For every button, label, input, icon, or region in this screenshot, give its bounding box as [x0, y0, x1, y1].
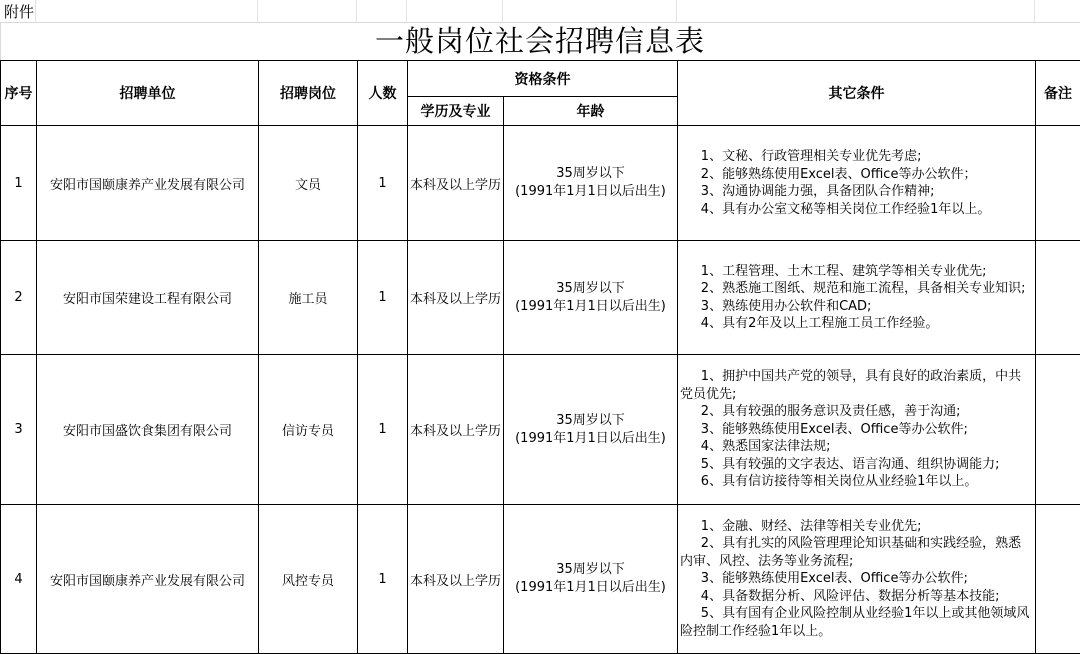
condition-item: 3、熟练使用办公软件和CAD; [680, 298, 1033, 316]
header-age: 年龄 [504, 97, 678, 126]
condition-item: 4、具有办公室文秘等相关岗位工作经验1年以上。 [680, 201, 1033, 219]
age-limit: 35周岁以下 [504, 165, 677, 183]
row-unit: 安阳市国荣建设工程有限公司 [37, 241, 259, 355]
row-unit: 安阳市国颐康养产业发展有限公司 [37, 126, 259, 241]
row-count: 1 [358, 355, 408, 505]
birth-date-limit: (1991年1月1日以后出生) [504, 579, 677, 597]
row-other-conditions [678, 355, 1036, 505]
header-position: 招聘岗位 [259, 61, 358, 126]
condition-item: 2、具有较强的服务意识及责任感，善于沟通; [680, 403, 1033, 421]
condition-item: 3、能够熟练使用Excel表、Office等办公软件; [680, 570, 1033, 588]
row-education: 本科及以上学历 [408, 355, 504, 505]
spreadsheet-top-gridlines [0, 0, 1080, 23]
table-row [1, 355, 1080, 505]
row-remarks [1036, 355, 1080, 505]
header-other-conditions: 其它条件 [678, 61, 1036, 126]
condition-item: 2、熟悉施工图纸、规范和施工流程，具备相关专业知识; [680, 280, 1033, 298]
row-seq: 2 [1, 241, 37, 355]
condition-item: 2、能够熟练使用Excel表、Office等办公软件； [680, 166, 1033, 184]
row-seq: 3 [1, 355, 37, 505]
condition-item: 3、沟通协调能力强，具备团队合作精神; [680, 183, 1033, 201]
condition-item: 5、具有较强的文字表达、语言沟通、组织协调能力; [680, 456, 1033, 474]
page-title: 一般岗位社会招聘信息表 [0, 22, 1080, 60]
condition-item: 6、具有信访接待等相关岗位从业经验1年以上。 [680, 473, 1033, 491]
row-other-conditions [678, 505, 1036, 654]
header-count: 人数 [358, 61, 408, 126]
age-limit: 35周岁以下 [504, 412, 677, 430]
row-count: 1 [358, 241, 408, 355]
row-position: 风控专员 [259, 505, 358, 654]
header-education: 学历及专业 [408, 97, 504, 126]
header-qualifications: 资格条件 [408, 61, 678, 97]
birth-date-limit: (1991年1月1日以后出生) [504, 430, 677, 448]
row-count: 1 [358, 505, 408, 654]
row-age [504, 241, 678, 355]
row-seq: 1 [1, 126, 37, 241]
condition-item: 4、熟悉国家法律法规; [680, 438, 1033, 456]
recruitment-table [0, 60, 1080, 654]
age-limit: 35周岁以下 [504, 280, 677, 298]
header-unit: 招聘单位 [37, 61, 259, 126]
condition-item: 1、文秘、行政管理相关专业优先考虑; [680, 148, 1033, 166]
header-remarks: 备注 [1036, 61, 1080, 126]
condition-item: 1、工程管理、土木工程、建筑学等相关专业优先; [680, 263, 1033, 281]
row-remarks [1036, 126, 1080, 241]
row-unit: 安阳市国颐康养产业发展有限公司 [37, 505, 259, 654]
row-other-conditions [678, 241, 1036, 355]
table-row [1, 505, 1080, 654]
birth-date-limit: (1991年1月1日以后出生) [504, 298, 677, 316]
row-age [504, 126, 678, 241]
header-seq: 序号 [1, 61, 37, 126]
condition-item: 2、具有扎实的风险管理理论知识基础和实践经验，熟悉内审、风控、法务等业务流程; [680, 535, 1033, 570]
attachment-label: 附件 [4, 2, 34, 22]
row-education: 本科及以上学历 [408, 241, 504, 355]
row-other-conditions [678, 126, 1036, 241]
condition-item: 4、具备数据分析、风险评估、数据分析等基本技能; [680, 588, 1033, 606]
condition-item: 4、具有2年及以上工程施工员工作经验。 [680, 315, 1033, 333]
row-position: 施工员 [259, 241, 358, 355]
row-unit: 安阳市国盛饮食集团有限公司 [37, 355, 259, 505]
row-remarks [1036, 505, 1080, 654]
row-position: 信访专员 [259, 355, 358, 505]
row-count: 1 [358, 126, 408, 241]
condition-item: 1、金融、财经、法律等相关专业优先; [680, 518, 1033, 536]
row-seq: 4 [1, 505, 37, 654]
row-education: 本科及以上学历 [408, 505, 504, 654]
condition-item: 1、拥护中国共产党的领导，具有良好的政治素质，中共党员优先; [680, 368, 1033, 403]
row-position: 文员 [259, 126, 358, 241]
row-education: 本科及以上学历 [408, 126, 504, 241]
table-row [1, 241, 1080, 355]
birth-date-limit: (1991年1月1日以后出生) [504, 183, 677, 201]
table-row [1, 126, 1080, 241]
condition-item: 5、具有国有企业风险控制从业经验1年以上或其他领域风险控制工作经验1年以上。 [680, 605, 1033, 640]
row-remarks [1036, 241, 1080, 355]
row-age [504, 355, 678, 505]
condition-item: 3、能够熟练使用Excel表、Office等办公软件; [680, 421, 1033, 439]
age-limit: 35周岁以下 [504, 561, 677, 579]
row-age [504, 505, 678, 654]
